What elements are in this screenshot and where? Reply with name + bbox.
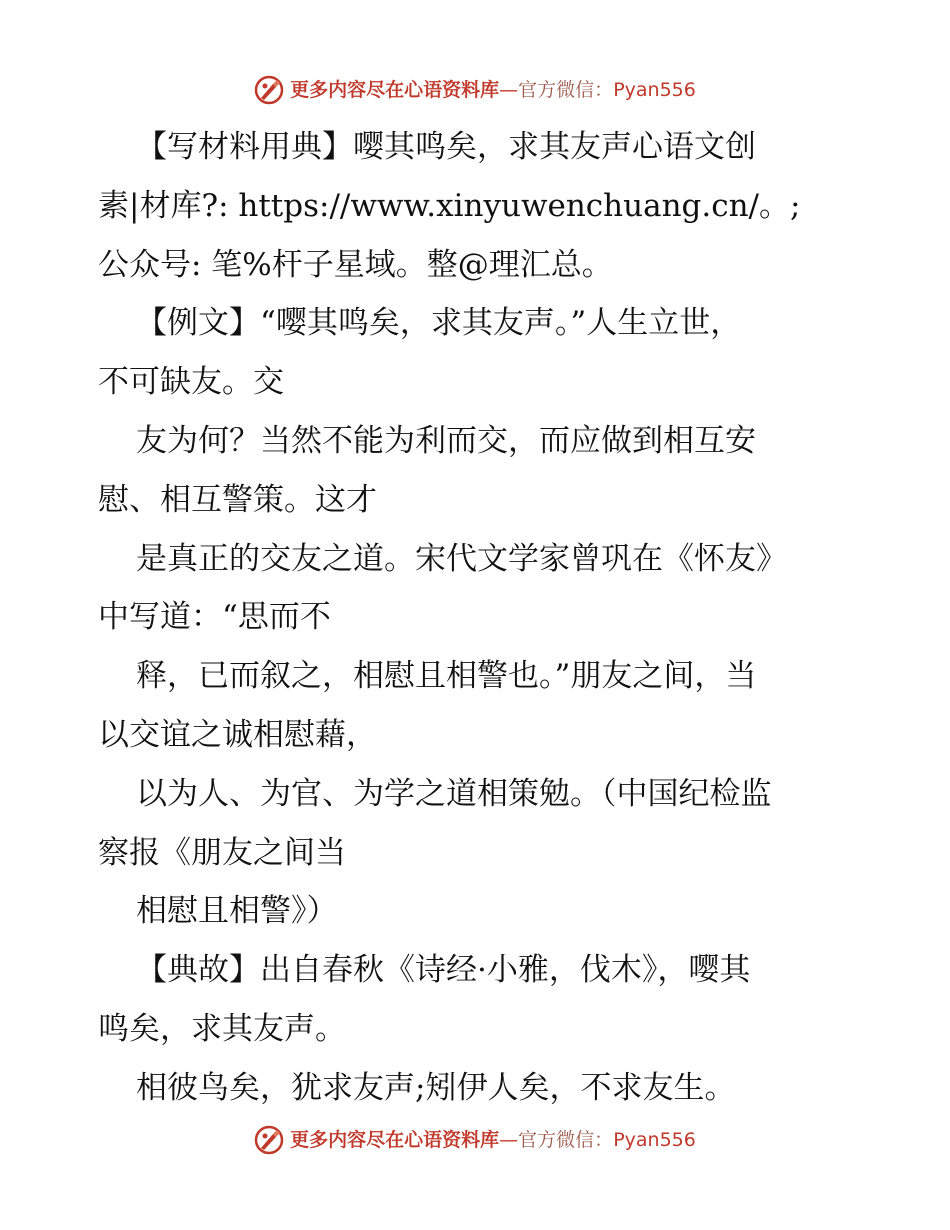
document-body [98, 118, 858, 1118]
text-line: 以交谊之诚相慰藉， [98, 716, 377, 753]
banner-colon: ： [594, 79, 614, 101]
text-line: 【写材料用典】嘤其鸣矣，求其友声心语文创 [136, 129, 756, 165]
pen-logo-icon [254, 1125, 284, 1155]
text-line: 相彼鸟矣，犹求友声;矧伊人矣，不求友生。 [136, 1069, 736, 1106]
text-line: 鸣矣，求其友声。 [98, 1010, 346, 1047]
pen-logo-icon [254, 75, 284, 105]
text-line: 中写道：“思而不 [98, 599, 331, 636]
text-line: 是真正的交友之道。宋代文学家曾巩在《怀友》 [136, 540, 787, 577]
text-line: 【典故】出自春秋《诗经·小雅，伐木》，嘤其 [136, 952, 751, 989]
text-line: 友为何？当然不能为利而交，而应做到相互安 [136, 422, 756, 459]
paragraph-example-cont-1 [98, 412, 858, 530]
banner-text [290, 1125, 696, 1155]
text-line: 公众号: 笔%杆子星域。整@理汇总。 [98, 246, 613, 283]
banner-dash: — [499, 79, 519, 101]
text-line: 【例文】“嘤其鸣矣，求其友声。”人生立世， [136, 305, 742, 342]
header-banner [0, 70, 950, 110]
paragraph-example-cont-4 [98, 765, 858, 883]
footer-banner [0, 1120, 950, 1160]
paragraph-quote [98, 1059, 858, 1118]
banner-wechat-id: Pyan556 [613, 1129, 696, 1151]
banner-main-text: 更多内容尽在心语资料库 [290, 1129, 500, 1151]
banner-dash: — [499, 1129, 519, 1151]
paragraph-example-cont-2 [98, 530, 858, 648]
text-line: 素|材库?: https://www.xinyuwenchuang.cn/。; [98, 187, 801, 224]
banner-colon: ： [594, 1129, 614, 1151]
text-line: 以为人、为官、为学之道相策勉。（中国纪检监 [136, 775, 772, 812]
paragraph-intro [98, 118, 858, 294]
text-line: 慰、相互警策。这才 [98, 481, 377, 518]
text-line: 相慰且相警》） [136, 893, 338, 930]
banner-text [290, 75, 696, 105]
text-line: 释，已而叙之，相慰且相警也。”朋友之间，当 [136, 658, 757, 695]
banner-main-text: 更多内容尽在心语资料库 [290, 79, 500, 101]
banner-official-label: 官方微信 [518, 79, 595, 101]
paragraph-example-cont-3 [98, 647, 858, 765]
paragraph-example [98, 294, 858, 412]
banner-wechat-id: Pyan556 [613, 79, 696, 101]
text-line: 不可缺友。交 [98, 364, 284, 401]
paragraph-source [98, 882, 858, 941]
paragraph-allusion [98, 941, 858, 1059]
text-line: 察报《朋友之间当 [98, 834, 346, 871]
banner-official-label: 官方微信 [518, 1129, 595, 1151]
